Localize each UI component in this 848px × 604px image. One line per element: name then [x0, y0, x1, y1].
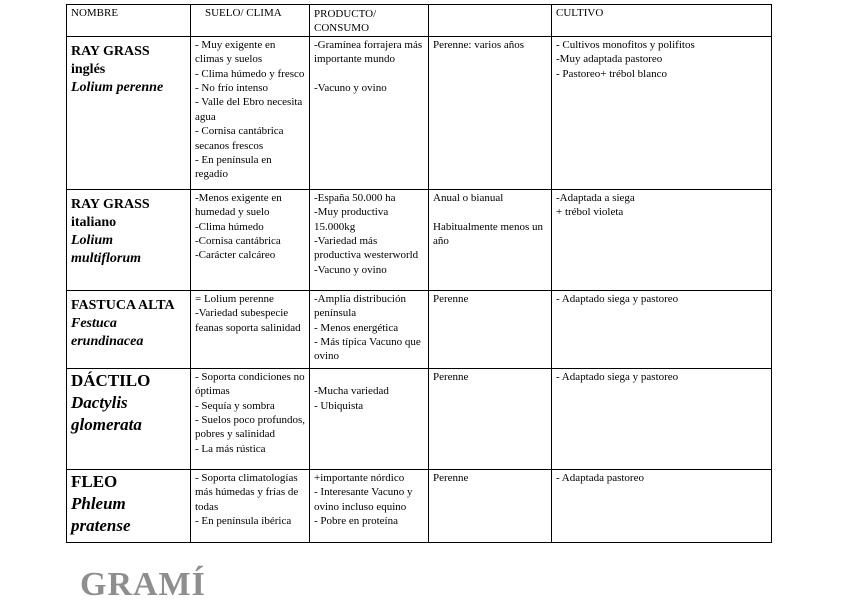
- ciclo-item: Habitualmente menos un año: [433, 220, 543, 248]
- table-row: [67, 368, 772, 469]
- producto-item: - Ubiquista: [314, 399, 364, 412]
- ciclo-item: Perenne: [433, 471, 469, 484]
- ciclo-cell: [429, 368, 552, 469]
- ciclo-item: Anual o bianual: [433, 191, 504, 204]
- header-suelo-text: SUELO/ CLIMA: [205, 7, 282, 19]
- cultivo-item: - Cultivos monofitos y polifitos: [556, 38, 695, 51]
- table-row: [67, 290, 772, 368]
- header-cultivo: CULTIVO: [552, 5, 772, 37]
- ciclo-cell: [429, 290, 552, 368]
- suelo-item: - En península en regadío: [195, 154, 272, 181]
- producto-item: -Vacuno y ovino: [314, 263, 387, 276]
- species-common-name: FLEO: [71, 471, 118, 491]
- producto-item: -Vacuno y ovino: [314, 82, 387, 95]
- producto-item: -Variedad más productiva westerworld: [314, 235, 419, 262]
- table-row: [67, 189, 772, 290]
- suelo-item: - No frío intenso: [195, 82, 269, 95]
- species-scientific-name: Dactylis: [71, 392, 128, 412]
- suelo-clima-cell: [191, 36, 310, 189]
- species-scientific-name: glomerata: [71, 414, 142, 434]
- blank-line: [314, 67, 424, 81]
- species-common-name: italiano: [71, 214, 117, 230]
- producto-item: -Amplia distribución península: [314, 292, 406, 320]
- blank-line: [433, 205, 547, 219]
- species-name-cell: [67, 36, 191, 189]
- suelo-item: - Suelos poco profundos, pobres y salinidad: [195, 414, 305, 441]
- species-name-cell: [67, 368, 191, 469]
- species-scientific-name: Festuca: [71, 315, 117, 331]
- species-name-cell: [67, 189, 191, 290]
- producto-item: - Más típica Vacuno que ovino: [314, 336, 421, 363]
- suelo-clima-cell: [191, 368, 310, 469]
- table-row: [67, 36, 772, 189]
- cultivo-item: + trébol violeta: [556, 206, 624, 219]
- suelo-clima-cell: [191, 189, 310, 290]
- cultivo-cell: [552, 290, 772, 368]
- ciclo-item: Perenne: varios años: [433, 38, 525, 51]
- suelo-item: -Variedad subespecie feanas soporta salinidad: [195, 307, 301, 334]
- producto-item: +importante nórdico: [314, 471, 405, 484]
- section-heading: GRAMÍ: [80, 566, 206, 603]
- suelo-item: - En península ibérica: [195, 515, 292, 528]
- header-producto: PRODUCTO/ CONSUMO: [310, 5, 429, 37]
- species-scientific-name: Lolium: [71, 232, 114, 248]
- suelo-item: -Clima húmedo: [195, 220, 264, 233]
- ciclo-cell: [429, 36, 552, 189]
- table-row: [67, 469, 772, 542]
- header-nombre: NOMBRE: [67, 5, 191, 37]
- species-scientific-name: multiflorum: [71, 250, 142, 266]
- species-name-cell: [67, 469, 191, 542]
- producto-item: - Menos energética: [314, 321, 399, 334]
- cultivo-item: - Adaptado siega y pastoreo: [556, 292, 679, 305]
- cultivo-cell: [552, 368, 772, 469]
- header-ciclo: [429, 5, 552, 37]
- suelo-item: - Soporta condiciones no óptimas: [195, 370, 305, 398]
- cultivo-cell: [552, 36, 772, 189]
- species-common-name: inglés: [71, 61, 106, 77]
- species-scientific-name: pratense: [71, 515, 131, 535]
- cultivo-cell: [552, 469, 772, 542]
- table-header-row: [67, 5, 772, 37]
- cultivo-item: - Adaptada pastoreo: [556, 471, 644, 484]
- producto-item: - Interesante Vacuno y ovino incluso equino: [314, 486, 413, 513]
- species-common-name: DÁCTILO: [71, 370, 151, 390]
- blank-line: [314, 370, 424, 384]
- species-scientific-name: Phleum: [71, 493, 126, 513]
- ciclo-cell: [429, 189, 552, 290]
- producto-item: -Gramínea forrajera más importante mundo: [314, 38, 423, 66]
- producto-consumo-cell: [310, 189, 429, 290]
- species-scientific-name: erundinacea: [71, 333, 144, 349]
- species-common-name: RAY GRASS: [71, 196, 150, 212]
- suelo-item: -Cornisa cantábrica: [195, 235, 281, 248]
- producto-item: -Muy productiva 15.000kg: [314, 206, 389, 233]
- suelo-item: - Muy exigente en climas y suelos: [195, 38, 276, 66]
- ciclo-item: Perenne: [433, 292, 469, 305]
- species-common-name: RAY GRASS: [71, 43, 150, 59]
- suelo-item: = Lolium perenne: [195, 292, 274, 305]
- producto-item: -Mucha variedad: [314, 385, 389, 398]
- suelo-clima-cell: [191, 469, 310, 542]
- producto-consumo-cell: [310, 368, 429, 469]
- suelo-item: - Valle del Ebro necesita agua: [195, 96, 303, 123]
- producto-consumo-cell: [310, 290, 429, 368]
- suelo-item: -Menos exigente en humedad y suelo: [195, 191, 282, 219]
- cultivo-item: -Muy adaptada pastoreo: [556, 53, 663, 66]
- suelo-item: - Cornisa cantábrica secanos frescos: [195, 125, 284, 152]
- suelo-item: - Soporta climatologías más húmedas y frías de todas: [195, 471, 299, 513]
- ciclo-item: Perenne: [433, 370, 469, 383]
- producto-consumo-cell: [310, 469, 429, 542]
- header-suelo: [191, 5, 310, 37]
- ciclo-cell: [429, 469, 552, 542]
- producto-item: -España 50.000 ha: [314, 191, 396, 204]
- suelo-item: - Sequía y sombra: [195, 399, 275, 412]
- cultivo-item: -Adaptada a siega: [556, 191, 635, 204]
- species-name-cell: [67, 290, 191, 368]
- suelo-item: -Carácter calcáreo: [195, 249, 276, 262]
- cultivo-item: - Adaptado siega y pastoreo: [556, 370, 679, 383]
- suelo-item: - La más rústica: [195, 442, 266, 455]
- suelo-item: - Clima húmedo y fresco: [195, 67, 305, 80]
- producto-item: - Pobre en proteína: [314, 515, 398, 528]
- species-common-name: FASTUCA ALTA: [71, 297, 175, 313]
- cultivo-item: - Pastoreo+ trébol blanco: [556, 67, 667, 80]
- suelo-clima-cell: [191, 290, 310, 368]
- grasses-table: [66, 4, 772, 543]
- cultivo-cell: [552, 189, 772, 290]
- species-scientific-name: Lolium perenne: [71, 79, 164, 95]
- producto-consumo-cell: [310, 36, 429, 189]
